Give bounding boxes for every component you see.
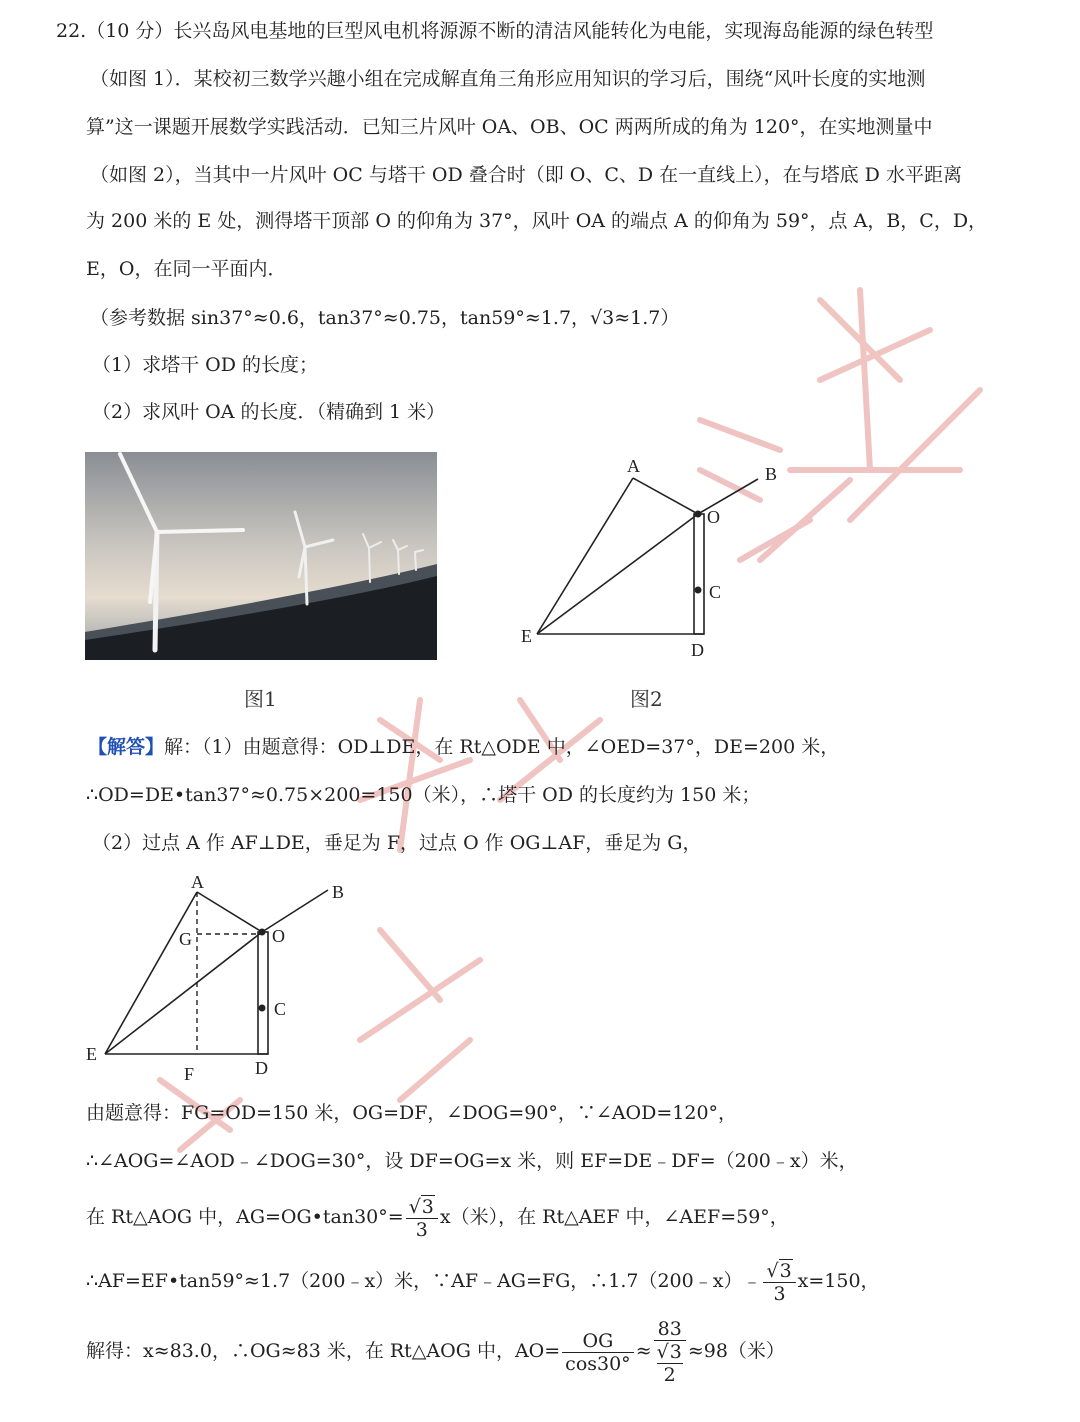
- solution-line-8: 解得：x≈83.0，∴OG≈83 米，在 Rt△AOG 中，AO= $\frac{OG}{\cos 30^\circ}$ ≈ 83 √3 2 ≈98（米）: [86, 1318, 785, 1386]
- fraction-sqrt3-over-3: $\frac{√3}{3}$: [763, 1260, 795, 1305]
- solution-step-1: 解：（1）由题意得：OD⊥DE，在 Rt△ODE 中，∠OED=37°，DE=200 米，: [164, 736, 840, 758]
- label-b: B: [332, 882, 345, 902]
- label-e: E: [86, 1044, 97, 1064]
- label-c: C: [709, 582, 722, 602]
- figure-2-diagram: [515, 452, 795, 664]
- figure-2-caption: 图2: [630, 687, 663, 711]
- solution-line-4: 由题意得：FG=OD=150 米，OG=DF，∠DOG=90°，∵∠AOD=120°，: [86, 1102, 738, 1124]
- label-o: O: [707, 507, 720, 527]
- solution-line-2: ∴OD=DE•tan37°≈0.75×200=150（米），∴塔干 OD 的长度约为 150 米；: [86, 784, 761, 806]
- problem-line-2: （如图 1）．某校初三数学兴趣小组在完成解直角三角形应用知识的学习后，围绕“风叶长度的实地测: [90, 68, 926, 90]
- label-c: C: [274, 999, 287, 1019]
- problem-line-1: 22.（10 分）长兴岛风电基地的巨型风电机将源源不断的清洁风能转化为电能，实现海岛能源的绿色转型: [56, 20, 934, 42]
- label-b: B: [765, 464, 778, 484]
- solution-line-3: （2）过点 A 作 AF⊥DE，垂足为 F，过点 O 作 OG⊥AF，垂足为 G，: [92, 832, 702, 854]
- question-1: （1）求塔干 OD 的长度；: [92, 354, 318, 376]
- label-d: D: [691, 640, 704, 660]
- fraction-og-over-cos30: $\frac{OG}{\cos 30^\circ}$: [562, 1330, 634, 1375]
- solution-line-6: 在 Rt△AOG 中，AG=OG•tan30°= $\frac{√3}{3}$ x（米），在 Rt△AEF 中，∠AEF=59°，: [86, 1195, 789, 1241]
- problem-line-6: E，O，在同一平面内．: [86, 258, 287, 280]
- label-f: F: [184, 1064, 195, 1084]
- problem-line-3: 算”这一课题开展数学实践活动．已知三片风叶 OA、OB、OC 两两所成的角为 120°，在实地测量中: [86, 116, 933, 138]
- label-e: E: [521, 626, 532, 646]
- label-g: G: [179, 929, 192, 949]
- fraction-83-over-sqrt3-2: 83 √3 2: [654, 1318, 686, 1386]
- label-o: O: [272, 926, 285, 946]
- fraction-sqrt3-over-3: $\frac{√3}{3}$: [406, 1196, 438, 1241]
- question-2: （2）求风叶 OA 的长度．（精确到 1 米）: [92, 401, 446, 423]
- label-a: A: [627, 456, 640, 476]
- wind-turbine-photo: [85, 452, 437, 660]
- answer-tag: 【解答】: [88, 736, 165, 758]
- figure-1-caption: 图1: [244, 687, 277, 711]
- solution-line-7: ∴AF=EF•tan59°≈1.7（200﹣x）米，∵AF﹣AG=FG，∴1.7（200﹣x）﹣ $\frac{√3}{3}$ x=150，: [86, 1259, 880, 1305]
- problem-line-5: 为 200 米的 E 处，测得塔干顶部 O 的仰角为 37°，风叶 OA 的端点 A 的仰角为 59°，点 A，B，C，D，: [86, 210, 988, 232]
- label-a: A: [191, 872, 204, 892]
- solution-line-5: ∴∠AOG=∠AOD﹣∠DOG=30°，设 DF=OG=x 米，则 EF=DE﹣DF=（200﹣x）米，: [86, 1150, 858, 1172]
- label-d: D: [255, 1058, 268, 1078]
- problem-line-4: （如图 2），当其中一片风叶 OC 与塔干 OD 叠合时（即 O、C、D 在一直线上），在与塔底 D 水平距离: [90, 164, 962, 186]
- reference-data: （参考数据 sin37°≈0.6，tan37°≈0.75，tan59°≈1.7，√3≈1.7）: [90, 307, 680, 329]
- solution-line-1: [88, 734, 839, 760]
- figure-3-diagram: [80, 870, 360, 1090]
